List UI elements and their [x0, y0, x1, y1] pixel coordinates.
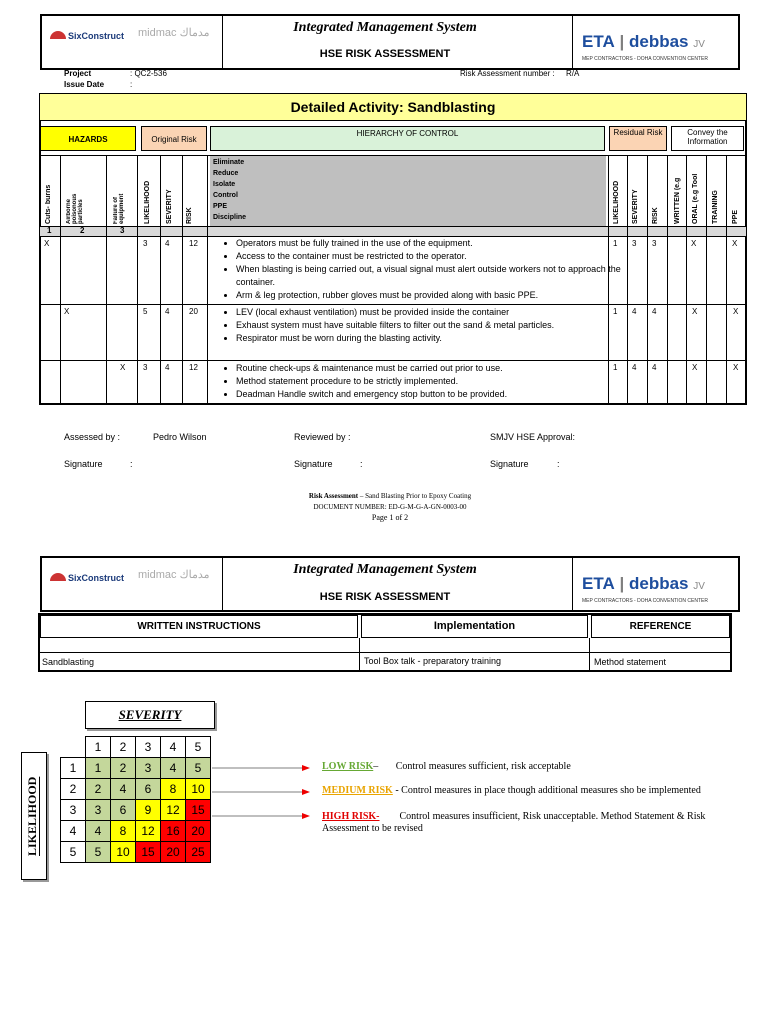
num-2: 2 [80, 226, 85, 235]
matrix-cell: 8 [161, 779, 186, 800]
row2-ppe: X [733, 307, 739, 316]
matrix-col-header: 1 [86, 737, 111, 758]
matrix-cell: 12 [136, 821, 161, 842]
matrix-cell: 20 [186, 821, 211, 842]
hazards-header [40, 126, 136, 151]
row2-res-risk: 4 [652, 307, 657, 316]
signature-label-2: Signature [294, 459, 333, 469]
low-risk-text: – Control measures sufficient, risk acceptable [373, 761, 571, 772]
header-left-logos [42, 16, 223, 68]
instructions-col2 [361, 615, 588, 638]
row2-severity: 4 [165, 307, 170, 316]
row1-controls [210, 237, 636, 302]
row3-res-risk: 4 [652, 363, 657, 372]
col-risk: RISK [186, 207, 193, 224]
col-res-risk: RISK [652, 207, 659, 224]
matrix-cell: 5 [86, 842, 111, 863]
signature-label-1: Signature [64, 459, 103, 469]
matrix-row-header: 4 [61, 821, 86, 842]
matrix-col-header: 5 [186, 737, 211, 758]
midmac-text: midmac [138, 569, 177, 581]
number-row [40, 227, 746, 237]
legend-medium [322, 785, 701, 796]
instructions-col1 [40, 615, 358, 638]
debbas-text: debbas [628, 574, 689, 593]
row2-likelihood: 5 [143, 307, 148, 316]
row1-h1: X [44, 239, 50, 248]
hierarchy-reduce: Reduce [213, 170, 239, 177]
eta-logo: ETA | debbas JV [582, 32, 705, 51]
sixconstruct-text: SixConstruct [68, 31, 125, 41]
assessor-name: Pedro Wilson [153, 432, 207, 442]
control-item: • LEV (local exhaust ventilation) must be provided inside the container [236, 306, 636, 319]
midmac-arabic: مدماك [179, 27, 210, 39]
high-risk-label: HIGH RISK- [322, 811, 380, 822]
control-item: • Routine check-ups & maintenance must be carried out prior to use. [236, 362, 636, 375]
matrix-cell: 15 [186, 800, 211, 821]
matrix-col-header: 4 [161, 737, 186, 758]
convey-label: Convey the Information [687, 128, 728, 146]
table-row [40, 306, 746, 360]
row3-oral: X [692, 363, 698, 372]
header-subtitle: HSE RISK ASSESSMENT [319, 591, 451, 603]
legend-arrows [210, 755, 320, 825]
control-item: • When blasting is being carried out, a visual signal must alert outside workers not to approach the container. [236, 263, 636, 289]
col-severity: SEVERITY [166, 189, 173, 224]
matrix-cell: 16 [161, 821, 186, 842]
approval-label: SMJV HSE Approval: [490, 432, 576, 442]
instructions-divider [40, 652, 730, 653]
severity-label: SEVERITY [118, 707, 182, 722]
legend-high [322, 811, 752, 835]
instructions-value-1: Sandblasting [42, 657, 95, 667]
matrix-cell: 3 [86, 800, 111, 821]
residual-risk-header [609, 126, 667, 151]
matrix-col-header: 2 [111, 737, 136, 758]
col-res-severity: SEVERITY [632, 189, 639, 224]
page2-left-logos [42, 558, 223, 610]
hierarchy-grey-block [210, 156, 606, 226]
control-item: • Deadman Handle switch and emergency stop button to be provided. [236, 388, 636, 401]
matrix-cell: 8 [111, 821, 136, 842]
likelihood-box [21, 752, 47, 880]
matrix-cell: 6 [111, 800, 136, 821]
matrix-col-header: 3 [136, 737, 161, 758]
control-item: • Arm & leg protection, rubber gloves must be provided along with basic PPE. [236, 289, 636, 302]
risk-matrix [60, 736, 211, 863]
row3-controls [210, 362, 636, 401]
col-oral: ORAL (e.g Tool [692, 173, 699, 224]
hierarchy-list [213, 157, 246, 223]
row2-h2: X [64, 307, 70, 316]
footer-doc-number: DOCUMENT NUMBER: ED-G-M-G-A-GN-0003-00 [313, 503, 467, 511]
col-cuts-burns: Cuts- burns [45, 184, 52, 224]
num-3: 3 [120, 226, 125, 235]
logo-subline: MEP CONTRACTORS - DOHA CONVENTION CENTER [582, 598, 708, 604]
ra-number-label: Risk Assessment number : [460, 69, 555, 78]
row1-severity: 4 [165, 239, 170, 248]
hierarchy-eliminate: Eliminate [213, 159, 245, 166]
likelihood-label: LIKELIHOOD [25, 776, 39, 856]
instructions-value-3: Method statement [594, 657, 667, 667]
row1-written: X [691, 239, 697, 248]
low-risk-label: LOW RISK [322, 761, 374, 772]
header-subtitle: HSE RISK ASSESSMENT [319, 48, 451, 60]
instructions-vline-2 [589, 638, 590, 670]
medium-risk-text: - Control measures in place though additional measures sho be implemented [392, 785, 701, 796]
midmac-arabic: مدماك [179, 569, 210, 581]
row2-risk: 20 [189, 307, 198, 316]
project-value: : QC2-536 [130, 69, 167, 78]
jv-text: JV [693, 581, 705, 592]
row1-likelihood: 3 [143, 239, 148, 248]
original-risk-header [141, 126, 207, 151]
header-title: Integrated Management System [293, 562, 477, 577]
matrix-cell: 5 [186, 758, 211, 779]
matrix-cell: 4 [111, 779, 136, 800]
eta-text: ETA [582, 574, 615, 593]
table-row [40, 362, 746, 402]
matrix-row-header: 5 [61, 842, 86, 863]
implementation-label: Implementation [433, 620, 516, 632]
row1-res-likelihood: 1 [613, 239, 618, 248]
midmac-text: midmac [138, 27, 177, 39]
row2-res-likelihood: 1 [613, 307, 618, 316]
control-item: • Operators must be fully trained in the use of the equipment. [236, 237, 636, 250]
eta-text: ETA [582, 32, 615, 51]
matrix-cell: 4 [86, 821, 111, 842]
hazards-label: HAZARDS [68, 135, 108, 144]
row3-likelihood: 3 [143, 363, 148, 372]
activity-title: Detailed Activity: Sandblasting [290, 99, 496, 115]
sixconstruct-text: SixConstruct [68, 573, 125, 583]
col-ppe: PPE [732, 209, 739, 224]
midmac-logo [138, 26, 210, 39]
jv-text: JV [693, 39, 705, 50]
matrix-cell: 20 [161, 842, 186, 863]
residual-risk-label: Residual Risk [613, 128, 663, 137]
assessed-by-label: Assessed by : [64, 432, 121, 442]
hierarchy-discipline: Discipline [213, 214, 247, 221]
control-item: • Method statement procedure to be strictly implemented. [236, 375, 636, 388]
table-row [40, 237, 746, 304]
matrix-cell: 2 [86, 779, 111, 800]
matrix-cell: 9 [136, 800, 161, 821]
eta-logo: ETA | debbas JV [582, 574, 705, 593]
col-res-likelihood: LIKELIHOOD [613, 180, 620, 224]
col-airborne: Airborne poisonous particles [66, 193, 84, 224]
instructions-value-2: Tool Box talk - preparatory training [364, 656, 502, 666]
row1-res-risk: 3 [652, 239, 657, 248]
footer-ra [220, 492, 560, 500]
convey-header [671, 126, 744, 151]
matrix-cell: 25 [186, 842, 211, 863]
hierarchy-control: Control [213, 192, 238, 199]
reference-label: REFERENCE [629, 621, 692, 632]
written-instructions-label: WRITTEN INSTRUCTIONS [137, 621, 261, 632]
matrix-cell: 15 [136, 842, 161, 863]
matrix-cell: 3 [136, 758, 161, 779]
row3-ppe: X [733, 363, 739, 372]
matrix-row-header: 2 [61, 779, 86, 800]
row3-h3: X [120, 363, 126, 372]
matrix-cell: 10 [111, 842, 136, 863]
matrix-row-header: 3 [61, 800, 86, 821]
footer-ra-rest: – Sand Blasting Prior to Epoxy Coating [358, 492, 472, 500]
matrix-cell: 12 [161, 800, 186, 821]
matrix-cell: 10 [186, 779, 211, 800]
signature-colon-2: : [360, 459, 363, 469]
hierarchy-ppe: PPE [213, 203, 228, 210]
control-item: • Respirator must be worn during the blasting activity. [236, 332, 636, 345]
matrix-cell: 1 [86, 758, 111, 779]
row1-ppe: X [732, 239, 738, 248]
matrix-cell: 6 [136, 779, 161, 800]
hierarchy-isolate: Isolate [213, 181, 236, 188]
num-1: 1 [47, 226, 52, 235]
matrix-cell: 4 [161, 758, 186, 779]
matrix-row-header: 1 [61, 758, 86, 779]
signature-colon-1: : [130, 459, 133, 469]
signature-label-3: Signature [490, 459, 529, 469]
col-likelihood: LIKELIHOOD [144, 180, 151, 224]
instructions-col3 [591, 615, 730, 638]
footer-ra-bold: Risk Assessment [308, 492, 359, 500]
row2-oral: X [692, 307, 698, 316]
col-failure: Failure of equipment [113, 193, 125, 224]
col-written: WRITTEN (e.g [674, 177, 681, 224]
matrix-corner [61, 737, 86, 758]
debbas-text: debbas [628, 32, 689, 51]
high-risk-text: Control measures insufficient, Risk unacceptable. Method Statement & Risk Assessment to be revised [322, 811, 708, 834]
original-risk-label: Original Risk [151, 135, 197, 144]
project-label: Project [64, 69, 92, 78]
control-item: • Exhaust system must have suitable filters to filter out the sand & metal particles. [236, 319, 636, 332]
col-training: TRAINING [712, 190, 719, 224]
matrix-cell: 2 [111, 758, 136, 779]
footer-page: Page 1 of 2 [371, 513, 409, 522]
row3-res-severity: 4 [632, 363, 637, 372]
reviewed-by-label: Reviewed by : [294, 432, 351, 442]
row3-severity: 4 [165, 363, 170, 372]
issue-label: Issue Date [64, 80, 105, 89]
row3-risk: 12 [189, 363, 198, 372]
header-title: Integrated Management System [293, 20, 477, 35]
row1-risk: 12 [189, 239, 198, 248]
midmac-logo [138, 568, 210, 581]
logo-subline: MEP CONTRACTORS - DOHA CONVENTION CENTER [582, 56, 708, 62]
ra-number-value: R/A [566, 69, 580, 78]
hierarchy-label: HIERARCHY OF CONTROL [356, 129, 459, 138]
row2-res-severity: 4 [632, 307, 637, 316]
issue-value: : [130, 80, 133, 89]
row3-res-likelihood: 1 [613, 363, 618, 372]
row2-controls [210, 306, 636, 345]
severity-box [85, 701, 215, 729]
legend-low [322, 761, 571, 772]
control-item: • Access to the container must be restricted to the operator. [236, 250, 636, 263]
instructions-vline-1 [359, 638, 360, 670]
medium-risk-label: MEDIUM RISK [322, 785, 393, 796]
row1-res-severity: 3 [632, 239, 637, 248]
hierarchy-header [210, 126, 605, 151]
signature-colon-3: : [557, 459, 560, 469]
